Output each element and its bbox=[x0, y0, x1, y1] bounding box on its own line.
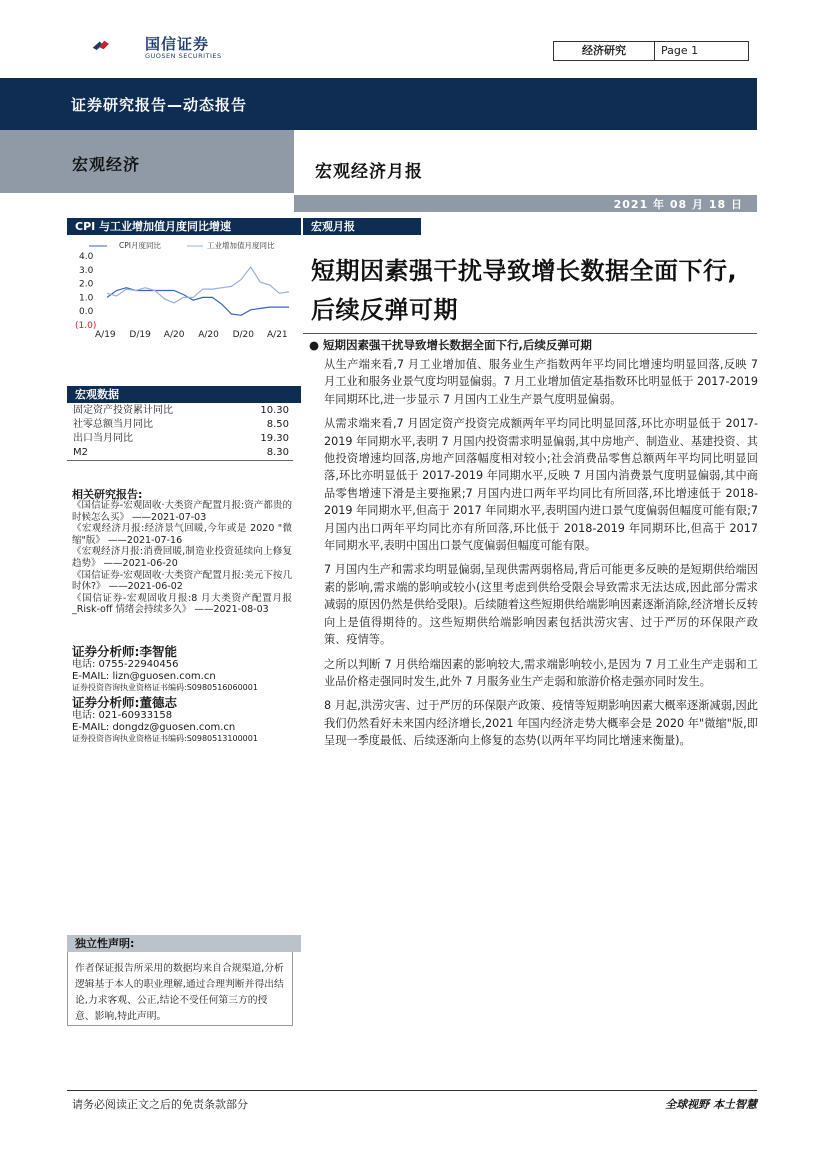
macro-data-title: 宏观数据 bbox=[67, 386, 301, 403]
chart-svg bbox=[67, 236, 293, 348]
report-tag: 宏观月报 bbox=[303, 218, 421, 235]
x-tick-label: A/20 bbox=[163, 330, 185, 340]
legend-cpi-label: CPI月度同比 bbox=[119, 241, 161, 250]
independence-title: 独立性声明: bbox=[67, 935, 301, 952]
footer-divider bbox=[67, 1090, 757, 1091]
related-report-item[interactable] bbox=[72, 546, 292, 569]
footer-disclaimer[interactable]: 请务必阅读正文之后的免责条款部分 bbox=[72, 1098, 248, 1111]
x-tick-label: A/19 bbox=[95, 330, 116, 340]
related-report-item[interactable] bbox=[72, 500, 292, 523]
analyst-title: 证券分析师:董德志 bbox=[72, 695, 177, 710]
x-tick-label: A/21 bbox=[267, 330, 288, 340]
report-type-title: 宏观经济月报 bbox=[315, 162, 423, 182]
macro-row-value: 8.50 bbox=[266, 419, 289, 430]
y-tick-label: 3.0 bbox=[79, 265, 94, 276]
page-number: Page 1 bbox=[661, 44, 699, 57]
y-axis-ticks bbox=[75, 252, 96, 331]
section-label: 经济研究 bbox=[554, 42, 655, 60]
related-report-text: 《国信证券-宏观固收·大类资产配置月报:资产都贵的时候怎么买》 bbox=[72, 500, 292, 523]
related-report-text: 《宏观经济月报:经济景气回暖,今年或是 2020 "微缩"版》 bbox=[72, 523, 292, 546]
analyst-phone: 电话: 0755-22940456 bbox=[72, 659, 179, 670]
related-report-date: ——2021-06-20 bbox=[103, 557, 178, 569]
page-indicator-box bbox=[553, 41, 749, 61]
chart-box-title: CPI 与工业增加值月度同比增速 bbox=[67, 218, 301, 235]
analyst-title: 证券分析师:李智能 bbox=[72, 644, 177, 659]
related-report-date: ——2021-08-03 bbox=[194, 604, 269, 616]
related-report-text: 《国信证券-宏观固收月报:8 月大类资产配置月报_Risk-off 情绪会持续多久》 bbox=[72, 592, 292, 616]
summary-subheading-text: 短期因素强干扰导致增长数据全面下行,后续反弹可期 bbox=[323, 338, 592, 352]
macro-row-value: 19.30 bbox=[260, 433, 289, 444]
analyst-cert: 证券投资咨询执业资格证书编码:S0980513100001 bbox=[72, 734, 258, 744]
body-paragraph: 从需求端来看,7 月固定资产投资完成额两年平均同比明显回落,环比亦明显低于 2017-2019 年同期水平,表明 7 月国内投资需求明显偏弱,其中房地产、制造业、基建投资、其他投资增速均回落,房地产回落幅度相对较小;社会消费品零售总额两年平均同比明显回落,环比亦明显低于 2017-2019 年同期水平,反映 7 月国内消费景气度明显偏弱,其中商品零售增速下滑是主要拖累;7 月国内进口两年平均同比有所回落,环比增速低于 2018-2019 年同期水平,但高于 2017 年同期水平,表明国内进口景气度偏弱但幅度可能有限;7 月国内出口两年平均同比亦有所回落,环比低于 2018-2019 年同期环比,但高于 2017 年同期水平,表明中国出口景气度偏弱但幅度可能有限。 bbox=[324, 417, 758, 553]
body-paragraph: 8 月起,洪涝灾害、过于严厉的环保限产政策、疫情等短期影响因素大概率逐渐减弱,因此我们仍然看好未来国内经济增长,2021 年国内经济走势大概率会是 2020 年"微缩"版,即呈现一季度最低、后续逐渐向上修复的态势(以两年平均同比增速来衡量)。 bbox=[324, 699, 758, 748]
macro-row-value: 8.30 bbox=[266, 447, 289, 458]
x-tick-label: A/20 bbox=[198, 330, 219, 340]
macro-row bbox=[67, 432, 293, 446]
y-tick-label: 2.0 bbox=[79, 279, 94, 290]
macro-row-label: 固定资产投资累计同比 bbox=[73, 405, 173, 416]
body-text bbox=[324, 356, 758, 757]
y-tick-label: 1.0 bbox=[79, 293, 94, 304]
body-paragraph: 7 月国内生产和需求均明显偏弱,呈现供需两弱格局,背后可能更多反映的是短期供给端因素的影响,需求端的影响或较小(这里考虑到供给受限会导致需求无法达成,因此部分需求减弱的原因仍然是供给受限)。后续随着这些短期供给端影响因素逐渐消除,经济增长反转向上是值得期待的。这些短期供给端影响因素包括洪涝灾害、过于严厉的环保限产政策、疫情等。 bbox=[324, 563, 758, 647]
x-axis-ticks bbox=[95, 330, 288, 340]
x-tick-label: D/19 bbox=[129, 330, 151, 340]
macro-row bbox=[67, 404, 293, 418]
y-tick-label: 4.0 bbox=[79, 252, 94, 262]
category-band bbox=[0, 130, 294, 193]
related-report-item[interactable] bbox=[72, 570, 292, 593]
report-series-title: 证券研究报告—动态报告 bbox=[71, 96, 248, 114]
analyst-email[interactable]: E-MAIL: dongdz@guosen.com.cn bbox=[72, 721, 236, 733]
ip-series-line bbox=[107, 267, 289, 303]
footer-slogan: 全球视野 本土智慧 bbox=[665, 1098, 757, 1111]
legend-ip-label: 工业增加值月度同比 bbox=[207, 241, 275, 250]
report-date: 2021 年 08 月 18 日 bbox=[613, 198, 743, 211]
chart-series bbox=[107, 267, 289, 315]
independence-text: 作者保证报告所采用的数据均来自合规渠道,分析逻辑基于本人的职业理解,通过合理判断并得出结论,力求客观、公正,结论不受任何第三方的授意、影响,特此声明。 bbox=[67, 952, 293, 1026]
macro-row bbox=[67, 446, 293, 460]
analyst-cert: 证券投资咨询执业资格证书编码:S0980516060001 bbox=[72, 683, 258, 693]
related-report-text: 《宏观经济月报:消费回暖,制造业投资延续向上修复趋势》 bbox=[72, 546, 292, 569]
x-tick-label: D/20 bbox=[232, 330, 255, 340]
y-tick-label: 0.0 bbox=[79, 307, 94, 318]
logo-company-name: 国信证券 bbox=[145, 35, 210, 53]
bullet-icon: ● bbox=[309, 338, 324, 352]
macro-data-table bbox=[67, 404, 293, 461]
analyst-block bbox=[72, 644, 294, 694]
related-reports-title: 相关研究报告: bbox=[72, 488, 143, 501]
macro-row bbox=[67, 418, 293, 432]
cpi-ip-chart bbox=[67, 236, 293, 348]
related-report-item[interactable] bbox=[72, 593, 292, 616]
summary-subheading bbox=[309, 337, 759, 354]
macro-row-label: 出口当月同比 bbox=[73, 433, 133, 444]
category-title: 宏观经济 bbox=[72, 155, 141, 174]
body-paragraph: 从生产端来看,7 月工业增加值、服务业生产指数两年平均同比增速均明显回落,反映 7 月工业和服务业景气度均明显偏弱。7 月工业增加值定基指数环比明显低于 2017-2019 年同期环比,进一步显示 7 月国内工业生产景气度明显偏弱。 bbox=[324, 358, 758, 406]
macro-row-label: M2 bbox=[73, 447, 88, 458]
analyst-block bbox=[72, 695, 294, 745]
related-report-date: ——2021-07-03 bbox=[132, 511, 207, 523]
related-report-date: ——2021-06-02 bbox=[108, 581, 183, 593]
macro-row-label: 社零总额当月同比 bbox=[73, 419, 153, 430]
y-tick-label: (1.0) bbox=[75, 321, 97, 331]
body-paragraph: 之所以判断 7 月供给端因素的影响较大,需求端影响较小,是因为 7 月工业生产走弱和工业品价格走强同时发生,此外 7 月服务业生产走弱和旅游价格走强亦同时发生。 bbox=[324, 657, 758, 688]
related-report-date: ——2021-07-16 bbox=[107, 534, 183, 546]
guosen-logo-icon bbox=[92, 30, 142, 60]
analyst-email[interactable]: E-MAIL: lizn@guosen.com.cn bbox=[72, 670, 216, 682]
related-reports-list bbox=[72, 500, 292, 616]
cpi-series-line bbox=[107, 288, 289, 316]
logo-company-english: GUOSEN SECURITIES bbox=[145, 52, 222, 60]
related-report-item[interactable] bbox=[72, 523, 292, 546]
related-report-text: 《国信证券-宏观固收·大类资产配置月报:美元下按几时休?》 bbox=[72, 569, 292, 593]
analyst-phone: 电话: 021-60933158 bbox=[72, 710, 173, 721]
title-divider bbox=[303, 333, 757, 334]
main-headline: 短期因素强干扰导致增长数据全面下行,后续反弹可期 bbox=[311, 257, 738, 324]
macro-row-value: 10.30 bbox=[260, 405, 289, 416]
